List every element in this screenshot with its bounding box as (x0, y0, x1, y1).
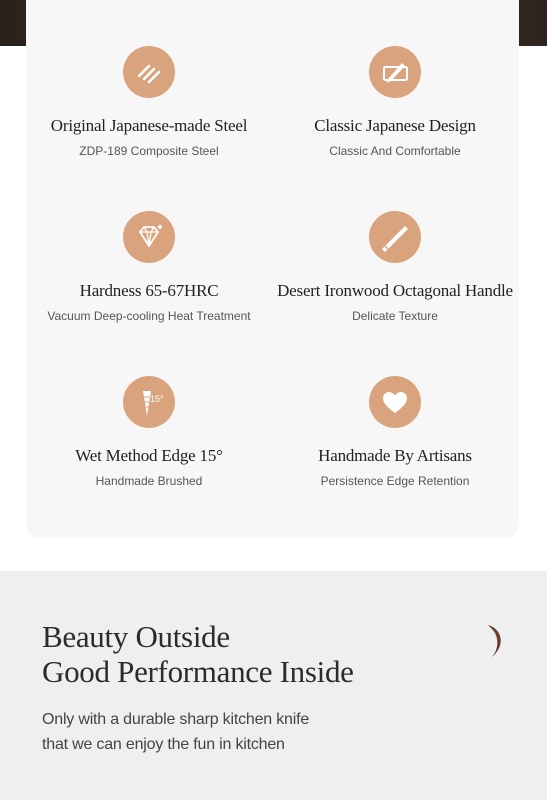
feature-classic-design (272, 46, 518, 158)
knife-handle-icon (369, 211, 421, 263)
feature-original-steel (26, 46, 272, 158)
steel-layers-icon (123, 46, 175, 98)
feature-subtitle: Handmade Brushed (95, 474, 203, 488)
feature-ironwood-handle (272, 211, 518, 323)
edge-angle-label: 15° (150, 394, 164, 404)
headline-line-1: Beauty Outside (42, 619, 230, 654)
feature-subtitle: ZDP-189 Composite Steel (79, 144, 219, 158)
feature-handmade (272, 376, 518, 488)
feature-subtitle: Classic And Comfortable (329, 144, 461, 158)
feature-title: Wet Method Edge 15° (75, 446, 223, 465)
feature-title: Hardness 65-67HRC (79, 281, 219, 300)
edge-angle-icon (123, 376, 175, 428)
description-line-1: Only with a durable sharp kitchen knife (42, 711, 310, 728)
description-line-2: that we can enjoy the fun in kitchen (42, 736, 285, 753)
feature-hardness (26, 211, 272, 323)
feature-title: Classic Japanese Design (314, 116, 476, 135)
description (42, 707, 309, 757)
headline-line-2: Good Performance Inside (42, 654, 354, 689)
feature-subtitle: Vacuum Deep-cooling Heat Treatment (47, 309, 251, 323)
feature-subtitle: Delicate Texture (352, 309, 438, 323)
headline (42, 619, 354, 689)
feature-title: Desert Ironwood Octagonal Handle (277, 281, 513, 300)
feature-title: Original Japanese-made Steel (50, 116, 248, 135)
crescent-moon-icon (482, 623, 508, 659)
features-card (26, 0, 519, 538)
feature-title: Handmade By Artisans (318, 446, 472, 465)
heart-icon (369, 376, 421, 428)
feature-subtitle: Persistence Edge Retention (320, 474, 470, 488)
design-pen-icon (369, 46, 421, 98)
feature-wet-edge (26, 376, 272, 488)
diamond-icon (123, 211, 175, 263)
tagline-section (0, 571, 547, 800)
